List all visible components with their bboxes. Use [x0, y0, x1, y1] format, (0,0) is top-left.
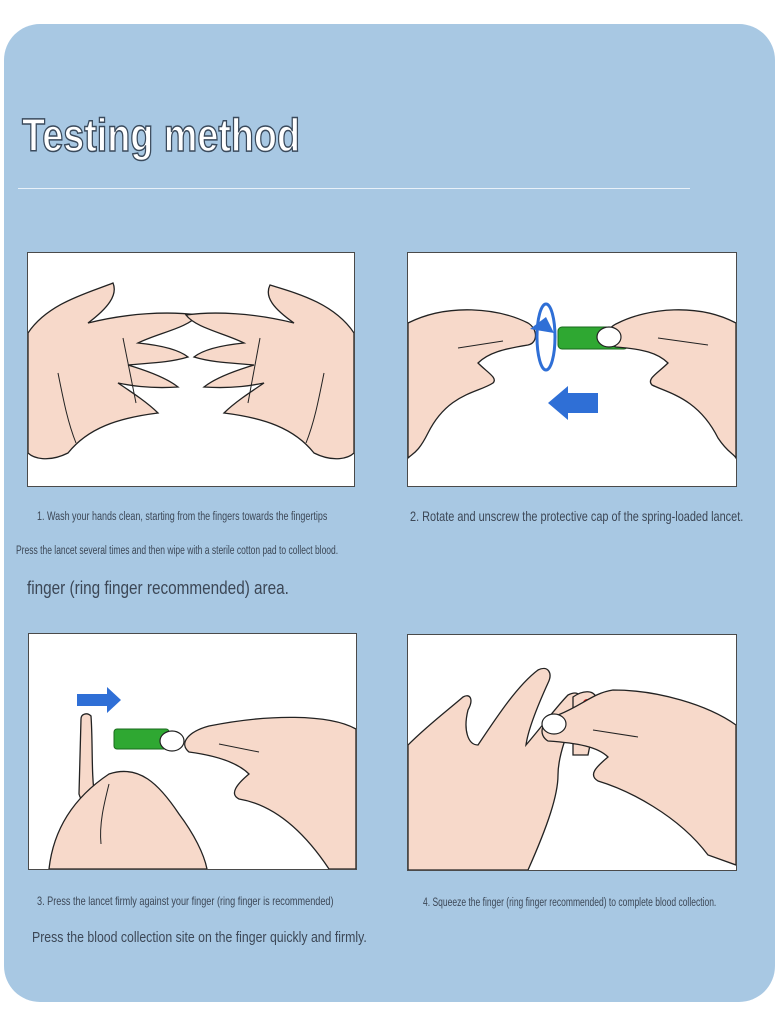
- title-divider: [18, 188, 690, 189]
- press-note: Press the lancet several times and then wipe with a sterile cotton pad to collect blood.: [16, 545, 339, 557]
- step-4-caption: 4. Squeeze the finger (ring finger recommended) to complete blood collection.: [423, 897, 717, 909]
- step-1-image: [27, 252, 355, 487]
- step-1-caption: 1. Wash your hands clean, starting from the fingers towards the fingertips: [37, 511, 328, 523]
- step-2-caption: 2. Rotate and unscrew the protective cap of the spring-loaded lancet.: [410, 508, 744, 524]
- hand-washing-illustration: [28, 253, 354, 486]
- finger-squeeze-illustration: [408, 635, 736, 870]
- page-title: Testing method: [22, 109, 301, 161]
- lancet-press-illustration: [29, 634, 356, 869]
- step-3-image: [28, 633, 357, 870]
- area-note: finger (ring finger recommended) area.: [27, 578, 289, 598]
- step-4-image: [407, 634, 737, 871]
- step-2-image: [407, 252, 737, 487]
- lancet-cap-illustration: [408, 253, 736, 486]
- step-3-caption: 3. Press the lancet firmly against your finger (ring finger is recommended): [37, 894, 334, 908]
- collection-note: Press the blood collection site on the finger quickly and firmly.: [32, 929, 367, 946]
